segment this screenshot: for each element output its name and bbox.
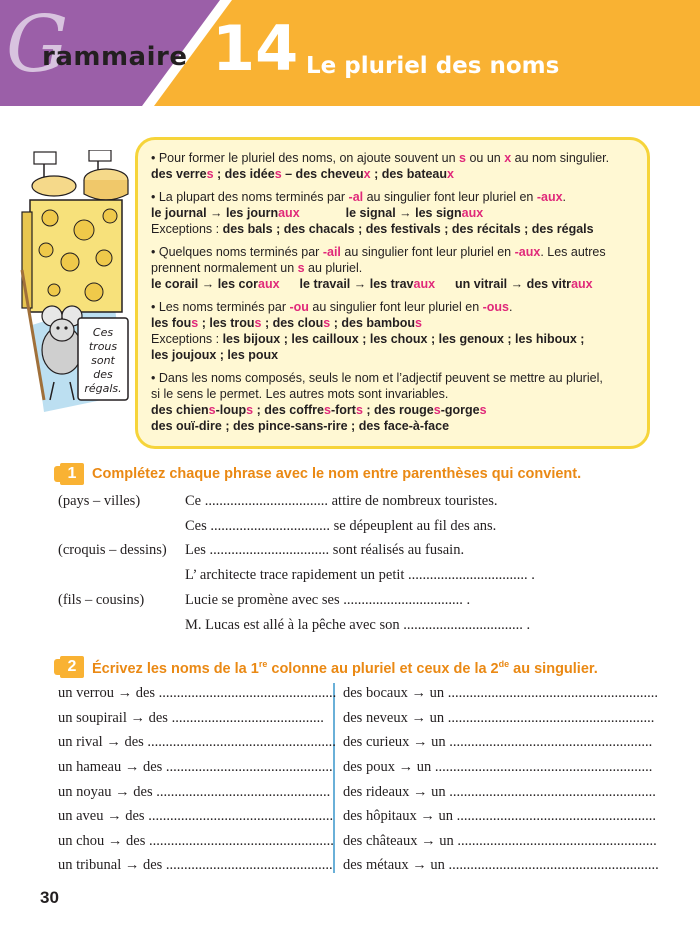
rule-text: si le sens le permet. Les autres mots sont invariables. [151,387,449,401]
rule-highlight: s [208,403,216,417]
example-text: ; des clou [261,316,324,330]
rule-highlight: s [254,316,262,330]
rule-paragraph [151,244,637,292]
rule-text: . Les autres [540,245,606,259]
rule-highlight: s [459,151,466,165]
title-superscript: re [258,659,268,669]
example-text: – des cheveu [281,167,364,181]
rule-highlight: aux [413,277,436,291]
rule-text: . [562,190,567,204]
exercise-2-left-item[interactable]: un soupirail → des .......................................... [58,710,324,726]
rule-text: • La plupart des noms terminés par [151,190,349,204]
rule-highlight: aux [461,206,484,220]
rule-paragraph [151,189,637,237]
rule-text: ou un [465,151,505,165]
rule-highlight: -ou [289,300,309,314]
exercise-2-right-item[interactable]: des rideaux → un ......................................................... [343,784,656,800]
exercise-2-number: 2 [60,656,84,678]
example-text: le journal → les journ [151,206,279,220]
example-text: -gorge [440,403,480,417]
rule-highlight: s [323,316,331,330]
example-text: des bals ; des chacals ; des festivals ; des récitals ; des régals [222,222,594,236]
rule-paragraph [151,299,637,363]
exercise-2-left-item[interactable]: un hameau → des .............................................. [58,759,333,775]
rule-highlight: s [414,316,422,330]
rule-text: • Quelques noms terminés par [151,245,323,259]
example-text: des chien [151,403,209,417]
rule-highlight: aux [258,277,280,291]
section-initial: G [6,0,69,90]
example-text: les bijoux ; les cailloux ; les choux ; les genoux ; les hiboux ; [222,332,585,346]
rule-text: au nom singulier. [511,151,610,165]
rule-highlight: -ail [322,245,341,259]
example-text: le signal → les sign [345,206,462,220]
rule-highlight: -al [348,190,364,204]
rule-highlight: x [447,167,454,181]
rule-text: au pluriel. [304,261,363,275]
title-superscript: de [498,659,510,669]
exercise-1-hint: (pays – villes) [58,493,141,509]
rule-paragraph [151,370,637,434]
rule-paragraph [151,150,637,182]
rule-text: Exceptions : [151,222,223,236]
rule-text: . [509,300,513,314]
sign-line: trous [88,340,118,353]
cheese-mouse-illustration [14,150,132,420]
rule-text: • Pour former le pluriel des noms, on ajoute souvent un [151,151,460,165]
exercise-2-right-item[interactable]: des bocaux → un .......................................................... [343,685,658,701]
exercise-1-sentence[interactable]: Ce .................................. attire de nombreux touristes. [185,493,498,509]
exercise-2-left-item[interactable]: un rival → des .................................................... [58,734,336,750]
exercise-2-left-item[interactable]: un aveu → des ................................................... [58,808,334,824]
exercise-1-title: Complétez chaque phrase avec le nom entre parenthèses qui convient. [92,466,582,482]
example-text: des verre [151,167,207,181]
example-text: des ouï-dire ; des pince-sans-rire ; des face-à-face [151,419,450,433]
rule-highlight: -ous [482,300,510,314]
example-text: -loup [215,403,247,417]
example-text: le travail → les trav [299,277,414,291]
example-text: un vitrail → des vitr [455,277,572,291]
rule-text: • Dans les noms composés, seuls le nom et l’adjectif peuvent se mettre au pluriel, [151,371,603,385]
rule-highlight: s [274,167,282,181]
exercise-2-left-item[interactable]: un tribunal → des .............................................. [58,857,333,873]
rule-text: au singulier font leur pluriel en [340,245,515,259]
sign-line: Ces [92,326,114,339]
rule-highlight: s [323,403,331,417]
exercise-2-left-item[interactable]: un noyau → des ................................................ [58,784,331,800]
rule-text: • Les noms terminés par [151,300,290,314]
exercise-1-number: 1 [60,463,84,485]
exercise-1-hint: (croquis – dessins) [58,542,167,558]
sign-line: des [93,368,113,381]
exercise-1-sentence[interactable]: M. Lucas est allé à la pêche avec son ................................. . [185,617,531,633]
rule-highlight: s [191,316,199,330]
rule-highlight: s [355,403,363,417]
rule-highlight: -aux [536,190,563,204]
rule-highlight: s [246,403,254,417]
exercise-2-right-item[interactable]: des métaux → un .......................................................... [343,857,659,873]
exercise-1-hint: (fils – cousins) [58,592,145,608]
exercise-1-sentence[interactable]: Lucie se promène avec ses ................................. . [185,592,471,608]
example-text: les fou [151,316,192,330]
rule-text: au singulier font leur pluriel en [363,190,537,204]
exercise-1-sentence[interactable]: Les ................................. sont réalisés au fusain. [185,542,465,558]
exercise-1-sentence[interactable]: Ces ................................. se dépeuplent au fil des ans. [185,518,497,534]
rule-highlight: x [363,167,371,181]
exercise-2-right-item[interactable]: des châteaux → un ....................................................... [343,833,657,849]
rule-text: au singulier font leur pluriel en [308,300,483,314]
rule-highlight: -aux [514,245,541,259]
exercise-2-left-item[interactable]: un chou → des ................................................... [58,833,334,849]
rule-text: prennent normalement un [151,261,298,275]
exercise-2-right-item[interactable]: des neveux → un ......................................................... [343,710,655,726]
exercise-2-right-item[interactable]: des curieux → un ........................................................ [343,734,653,750]
example-text: ; des coffre [253,403,324,417]
example-text: le corail → les cor [151,277,258,291]
rule-highlight: s [297,261,305,275]
example-text: ; les trou [198,316,255,330]
rule-highlight: aux [571,277,593,291]
exercise-1-sentence[interactable]: L’ architecte trace rapidement un petit ................................. . [185,567,535,583]
example-text: ; des idée [213,167,275,181]
rule-highlight: s [206,167,214,181]
exercise-2-right-item[interactable]: des hôpitaux → un ....................................................... [343,808,656,824]
title-part: au singulier. [509,660,598,677]
title-part: Écrivez les noms de la 1 [92,660,259,677]
title-part: colonne au pluriel et ceux de la 2 [267,660,499,677]
exercise-2-right-item[interactable]: des poux → un ............................................................ [343,759,653,775]
sign-line: sont [91,354,115,367]
lesson-number: 14 [212,12,299,85]
example-text: -fort [330,403,356,417]
exercise-2-title [92,659,598,677]
grammar-rules-box [135,137,650,449]
lesson-title: Le pluriel des noms [306,53,560,79]
section-label: rammaire [42,42,188,72]
exercise-2-left-item[interactable]: un verrou → des ................................................. [58,685,337,701]
page-number: 30 [40,888,59,907]
example-text: ; des bateau [370,167,448,181]
rule-text: Exceptions : [151,332,223,346]
example-text: ; des rouge [362,403,434,417]
example-text: les joujoux ; les poux [151,348,279,362]
sign-line: régals. [84,382,122,395]
rule-highlight: s [479,403,487,417]
example-text: ; des bambou [330,316,415,330]
rule-highlight: x [504,151,512,165]
rule-highlight: s [433,403,441,417]
rule-highlight: aux [278,206,300,220]
